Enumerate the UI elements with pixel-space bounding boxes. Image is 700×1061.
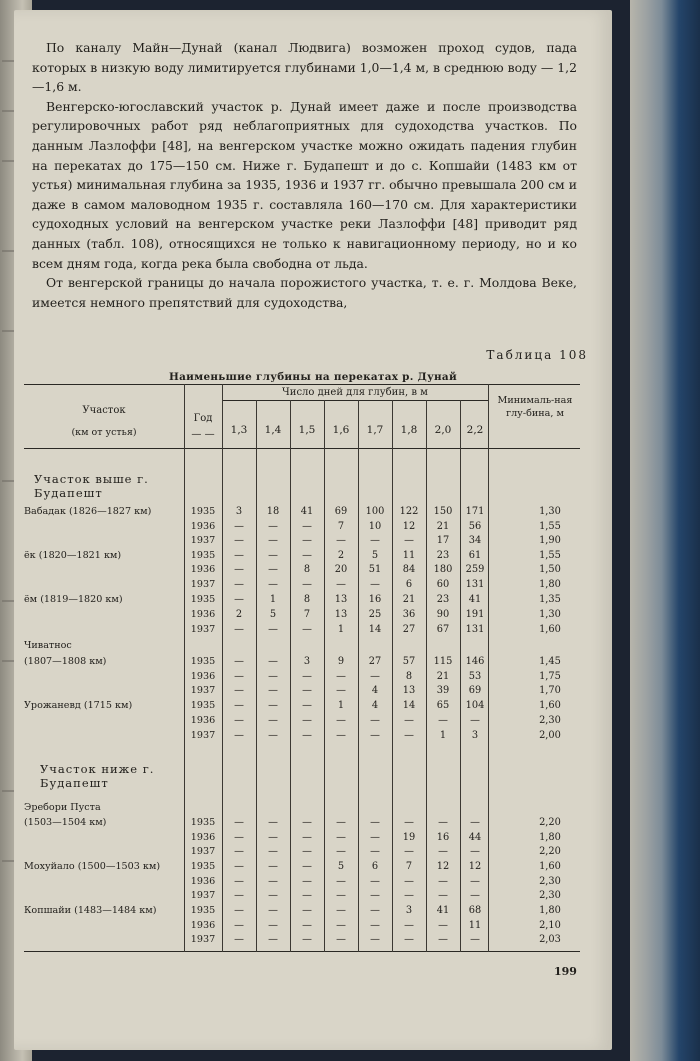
table-cell: —: [234, 700, 244, 711]
table-cell: —: [336, 730, 346, 741]
table-cell: 56: [468, 521, 482, 532]
table-cell: —: [336, 685, 346, 696]
table-cell: —: [268, 890, 278, 901]
row-year: 1937: [190, 535, 216, 546]
table-cell: —: [234, 624, 244, 635]
min-depth: 2,10: [539, 920, 561, 931]
table-cell: —: [470, 817, 480, 828]
table-cell: 18: [266, 506, 280, 517]
table-cell: 69: [468, 685, 482, 696]
table-cell: —: [438, 934, 448, 945]
table-cell: 16: [368, 594, 382, 605]
table-cell: —: [268, 905, 278, 916]
paragraph-2: Венгерско-югославский участок р. Дунай имеет даже и после производства регулировочных работ ряд неблагоприятных для судоходства участков. По данным Лазлоффи [48], на венгерском участке можно ожидать падения глубин на перекатах до 175—150 см. Ниже г. Будапешт и до с. Копшайи (1483 км от устья) минимальная глубина за 1935, 1936 и 1937 гг. обычно превышала 200 см и даже в самом маловодном 1935 г. составляла 160—170 см. Для характеристики судоходных условий на венгерском участке реки Лазлоффи [48] приводит ряд данных (табл. 108), относящихся не только к навигационному периоду, но и ко всем дням года, когда река была свободна от льда.: [32, 98, 577, 271]
min-depth: 1,80: [539, 832, 561, 843]
table-cell: 25: [368, 609, 382, 620]
min-depth: 2,00: [539, 730, 561, 741]
table-cell: —: [336, 817, 346, 828]
table-cell: —: [438, 876, 448, 887]
table-cell: —: [234, 671, 244, 682]
table-cell: —: [370, 535, 380, 546]
min-depth: 1,35: [539, 594, 561, 605]
table-cell: 53: [468, 671, 482, 682]
min-depth: 2,30: [539, 890, 561, 901]
depth-col-8: 2,2: [466, 424, 484, 436]
book-page: [14, 10, 612, 1050]
row-year: 1937: [190, 846, 216, 857]
page-number: 199: [554, 965, 577, 978]
book-edge: [630, 0, 700, 1061]
table-cell: —: [268, 832, 278, 843]
table-cell: 4: [371, 700, 379, 711]
table-cell: —: [268, 920, 278, 931]
min-depth: 2,20: [539, 846, 561, 857]
table-cell: —: [336, 579, 346, 590]
table-cell: 259: [465, 564, 485, 575]
table-cell: —: [268, 656, 278, 667]
table-cell: 6: [405, 579, 413, 590]
table-cell: 60: [436, 579, 450, 590]
row-label: Мохуйало (1500—1503 км): [24, 861, 161, 872]
table-cell: 6: [371, 861, 379, 872]
row-year: 1937: [190, 624, 216, 635]
row-year: 1936: [190, 671, 216, 682]
table-cell: —: [234, 521, 244, 532]
table-cell: —: [268, 817, 278, 828]
table-cell: —: [302, 521, 312, 532]
min-depth: 1,50: [539, 564, 561, 575]
table-cell: 36: [402, 609, 416, 620]
table-cell: —: [268, 715, 278, 726]
row-year: 1935: [190, 861, 216, 872]
table-cell: 171: [465, 506, 485, 517]
table-cell: 1: [337, 700, 345, 711]
table-cell: 191: [465, 609, 485, 620]
table-cell: 3: [235, 506, 243, 517]
table-cell: —: [234, 730, 244, 741]
min-depth: 1,45: [539, 656, 561, 667]
table-cell: 69: [334, 506, 348, 517]
table-cell: 5: [371, 550, 379, 561]
table-cell: —: [470, 715, 480, 726]
table-cell: 3: [471, 730, 479, 741]
table-cell: —: [336, 535, 346, 546]
table-cell: —: [268, 700, 278, 711]
table-cell: —: [470, 846, 480, 857]
row-year: 1935: [190, 656, 216, 667]
table-cell: —: [438, 817, 448, 828]
table-cell: —: [370, 730, 380, 741]
table-cell: —: [336, 934, 346, 945]
table-cell: 104: [465, 700, 485, 711]
table-cell: 84: [402, 564, 416, 575]
table-cell: 131: [465, 579, 485, 590]
row-year: 1937: [190, 934, 216, 945]
table-cell: —: [302, 861, 312, 872]
table-cell: —: [302, 535, 312, 546]
table-cell: 12: [402, 521, 416, 532]
row-label: ём (1819—1820 км): [24, 594, 123, 605]
depth-col-5: 1,7: [366, 424, 384, 436]
table-cell: 131: [465, 624, 485, 635]
table-cell: —: [438, 715, 448, 726]
table-cell: —: [268, 535, 278, 546]
table-cell: 7: [405, 861, 413, 872]
table-cell: 68: [468, 905, 482, 916]
table-cell: —: [370, 890, 380, 901]
table-cell: 2: [235, 609, 243, 620]
paragraph-1: По каналу Майн—Дунай (канал Людвига) возможен проход судов, пада которых в низкую воду лимитируется глубинами 1,0—1,4 м, в среднюю воду — 1,2—1,6 м.: [32, 40, 577, 95]
row-year: 1936: [190, 715, 216, 726]
table-cell: —: [302, 934, 312, 945]
table-cell: 16: [436, 832, 450, 843]
table-cell: —: [336, 890, 346, 901]
table-cell: —: [234, 685, 244, 696]
min-depth: 1,30: [539, 609, 561, 620]
table-cell: 65: [436, 700, 450, 711]
table-cell: 7: [303, 609, 311, 620]
row-year: 1936: [190, 521, 216, 532]
table-cell: —: [370, 715, 380, 726]
depth-table: [24, 384, 580, 952]
table-cell: —: [268, 846, 278, 857]
row-label: Эребори Пуста: [24, 802, 101, 813]
table-cell: 23: [436, 594, 450, 605]
row-year: 1935: [190, 594, 216, 605]
table-cell: 34: [468, 535, 482, 546]
table-cell: —: [470, 876, 480, 887]
table-cell: 19: [402, 832, 416, 843]
row-year: 1937: [190, 890, 216, 901]
table-cell: —: [234, 934, 244, 945]
table-cell: 12: [468, 861, 482, 872]
table-cell: 100: [365, 506, 385, 517]
table-cell: —: [268, 876, 278, 887]
table-cell: 8: [303, 564, 311, 575]
table-cell: —: [302, 832, 312, 843]
table-cell: 1: [337, 624, 345, 635]
table-cell: —: [370, 876, 380, 887]
table-cell: —: [336, 920, 346, 931]
min-depth: 1,90: [539, 535, 561, 546]
paragraph-3: От венгерской границы до начала порожистого участка, т. е. г. Молдова Веке, имеется немного препятствий для судоходства,: [32, 275, 577, 310]
min-depth: 1,60: [539, 700, 561, 711]
header-section-sub: (км от устья): [71, 427, 137, 438]
table-cell: —: [404, 817, 414, 828]
depth-col-1: 1,3: [230, 424, 248, 436]
table-cell: 27: [402, 624, 416, 635]
table-cell: —: [268, 624, 278, 635]
min-depth: 1,60: [539, 624, 561, 635]
table-cell: —: [268, 521, 278, 532]
table-cell: —: [302, 730, 312, 741]
table-number: Таблица 108: [486, 348, 588, 362]
table-cell: 10: [368, 521, 382, 532]
table-cell: 12: [436, 861, 450, 872]
table-cell: —: [302, 890, 312, 901]
table-cell: —: [370, 671, 380, 682]
table-cell: —: [470, 934, 480, 945]
table-cell: 21: [436, 521, 450, 532]
min-depth: 1,60: [539, 861, 561, 872]
table-title: Наименьшие глубины на перекатах р. Дунай: [169, 371, 457, 383]
table-cell: —: [404, 715, 414, 726]
table-cell: —: [302, 624, 312, 635]
depth-col-3: 1,5: [298, 424, 316, 436]
table-cell: —: [302, 550, 312, 561]
table-cell: —: [336, 671, 346, 682]
table-cell: —: [438, 846, 448, 857]
table-cell: 90: [436, 609, 450, 620]
table-cell: —: [268, 685, 278, 696]
table-cell: —: [404, 730, 414, 741]
table-cell: 21: [402, 594, 416, 605]
min-depth: 1,75: [539, 671, 561, 682]
row-year: 1936: [190, 920, 216, 931]
table-cell: —: [302, 905, 312, 916]
table-cell: 8: [303, 594, 311, 605]
table-cell: —: [370, 832, 380, 843]
table-cell: —: [234, 890, 244, 901]
row-year: 1937: [190, 579, 216, 590]
row-year: 1935: [190, 905, 216, 916]
row-year: 1936: [190, 609, 216, 620]
table-cell: —: [234, 656, 244, 667]
row-label: Вабадак (1826—1827 км): [24, 506, 152, 517]
header-min: Минималь-ная глу-бина, м: [497, 395, 573, 419]
table-cell: —: [404, 934, 414, 945]
table-cell: —: [268, 730, 278, 741]
table-cell: 5: [337, 861, 345, 872]
table-cell: 13: [402, 685, 416, 696]
table-cell: —: [370, 905, 380, 916]
table-cell: —: [302, 876, 312, 887]
table-cell: 51: [368, 564, 382, 575]
table-cell: —: [234, 861, 244, 872]
table-cell: —: [336, 715, 346, 726]
table-cell: 13: [334, 594, 348, 605]
table-cell: 57: [402, 656, 416, 667]
table-cell: —: [404, 846, 414, 857]
table-cell: —: [234, 846, 244, 857]
table-cell: —: [234, 550, 244, 561]
table-cell: 17: [436, 535, 450, 546]
min-depth: 1,80: [539, 579, 561, 590]
row-year: 1935: [190, 817, 216, 828]
table-cell: 7: [337, 521, 345, 532]
table-cell: —: [234, 832, 244, 843]
row-year: 1936: [190, 564, 216, 575]
min-depth: 2,20: [539, 817, 561, 828]
table-cell: 1: [439, 730, 447, 741]
row-label: (1807—1808 км): [24, 656, 107, 667]
min-depth: 1,30: [539, 506, 561, 517]
row-label: (1503—1504 км): [24, 817, 107, 828]
table-cell: —: [404, 920, 414, 931]
header-year-dash: — —: [191, 429, 215, 440]
table-cell: 122: [399, 506, 419, 517]
row-year: 1937: [190, 730, 216, 741]
table-cell: 44: [468, 832, 482, 843]
table-cell: 8: [405, 671, 413, 682]
table-cell: 150: [433, 506, 453, 517]
table-cell: 39: [436, 685, 450, 696]
table-cell: —: [302, 579, 312, 590]
table-cell: —: [234, 920, 244, 931]
table-cell: —: [234, 594, 244, 605]
row-label: ёк (1820—1821 км): [24, 550, 122, 561]
section-below-budapest: Участок ниже г. Будапешт: [40, 762, 155, 790]
table-cell: —: [336, 846, 346, 857]
header-section: Участок: [82, 405, 126, 416]
table-cell: 180: [433, 564, 453, 575]
table-cell: —: [234, 905, 244, 916]
table-cell: 1: [269, 594, 277, 605]
min-depth: 1,55: [539, 550, 561, 561]
table-cell: 41: [436, 905, 450, 916]
table-cell: 67: [436, 624, 450, 635]
table-cell: 14: [368, 624, 382, 635]
table-cell: 41: [300, 506, 314, 517]
row-year: 1935: [190, 550, 216, 561]
table-cell: —: [370, 846, 380, 857]
min-depth: 1,55: [539, 521, 561, 532]
table-cell: —: [234, 715, 244, 726]
table-cell: 11: [402, 550, 416, 561]
row-year: 1937: [190, 685, 216, 696]
depth-col-6: 1,8: [400, 424, 418, 436]
table-cell: 41: [468, 594, 482, 605]
table-cell: —: [302, 817, 312, 828]
min-depth: 2,30: [539, 715, 561, 726]
table-cell: 11: [468, 920, 482, 931]
table-cell: 61: [468, 550, 482, 561]
table-cell: —: [370, 579, 380, 590]
table-cell: —: [302, 685, 312, 696]
table-cell: —: [234, 817, 244, 828]
table-cell: —: [370, 934, 380, 945]
table-cell: 27: [368, 656, 382, 667]
table-cell: —: [268, 861, 278, 872]
table-cell: 9: [337, 656, 345, 667]
table-cell: —: [370, 920, 380, 931]
table-cell: 21: [436, 671, 450, 682]
table-cell: —: [470, 890, 480, 901]
table-cell: 115: [433, 656, 453, 667]
table-cell: —: [336, 832, 346, 843]
table-cell: 13: [334, 609, 348, 620]
table-cell: —: [268, 550, 278, 561]
table-cell: —: [370, 817, 380, 828]
row-year: 1936: [190, 876, 216, 887]
table-cell: 2: [337, 550, 345, 561]
table-cell: —: [302, 920, 312, 931]
table-cell: —: [268, 564, 278, 575]
row-year: 1935: [190, 506, 216, 517]
table-cell: —: [438, 890, 448, 901]
table-cell: —: [336, 905, 346, 916]
row-label: Чиватнос: [24, 640, 72, 651]
table-cell: —: [404, 535, 414, 546]
min-depth: 2,03: [539, 934, 561, 945]
table-cell: —: [234, 535, 244, 546]
table-cell: 4: [371, 685, 379, 696]
table-cell: —: [302, 671, 312, 682]
row-label: Копшайи (1483—1484 км): [24, 905, 157, 916]
table-cell: —: [234, 564, 244, 575]
table-cell: —: [336, 876, 346, 887]
table-cell: —: [268, 579, 278, 590]
depth-col-4: 1,6: [332, 424, 350, 436]
min-depth: 1,80: [539, 905, 561, 916]
depth-col-7: 2,0: [434, 424, 452, 436]
table-cell: 23: [436, 550, 450, 561]
table-cell: —: [438, 920, 448, 931]
body-text: [32, 38, 577, 312]
table-cell: —: [234, 579, 244, 590]
table-cell: 14: [402, 700, 416, 711]
table-cell: 3: [303, 656, 311, 667]
table-cell: —: [302, 846, 312, 857]
table-cell: —: [404, 876, 414, 887]
min-depth: 2,30: [539, 876, 561, 887]
row-year: 1936: [190, 832, 216, 843]
table-cell: 146: [465, 656, 485, 667]
header-days: Число дней для глубин, в м: [282, 387, 428, 398]
min-depth: 1,70: [539, 685, 561, 696]
table-cell: 3: [405, 905, 413, 916]
depth-col-2: 1,4: [264, 424, 282, 436]
table-cell: —: [302, 700, 312, 711]
table-cell: —: [268, 934, 278, 945]
table-cell: —: [234, 876, 244, 887]
section-above-budapest: Участок выше г. Будапешт: [34, 472, 149, 500]
table-cell: 20: [334, 564, 348, 575]
row-label: Урожаневд (1715 км): [24, 700, 133, 711]
table-cell: —: [404, 890, 414, 901]
row-year: 1935: [190, 700, 216, 711]
table-cell: 5: [269, 609, 277, 620]
table-cell: —: [302, 715, 312, 726]
table-cell: —: [268, 671, 278, 682]
header-year: Год: [193, 413, 213, 424]
